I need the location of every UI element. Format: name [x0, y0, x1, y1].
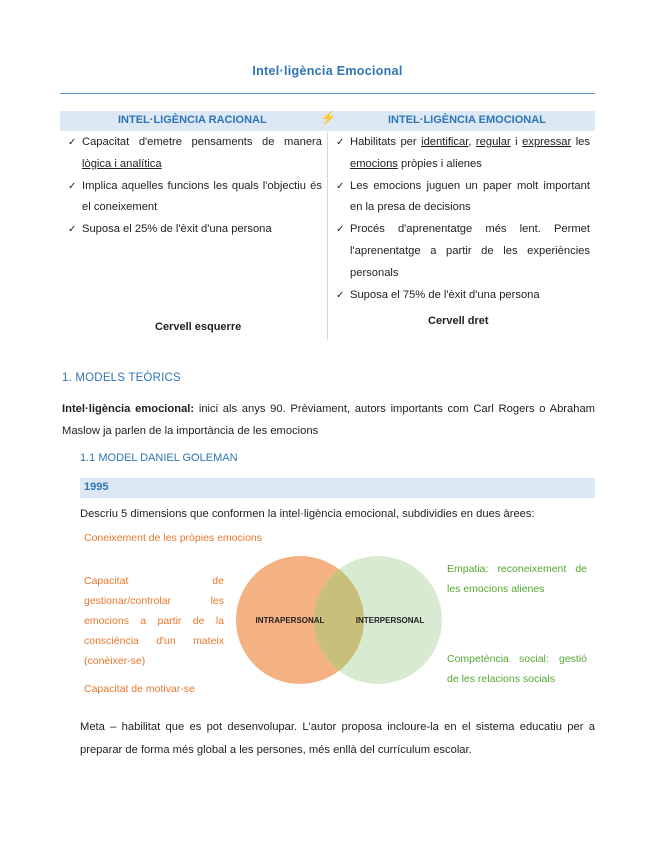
- year-bar: [80, 478, 595, 498]
- emotional-list: [332, 132, 590, 306]
- page-title: Intel·ligència Emocional: [252, 64, 403, 78]
- lightning-icon: ⚡: [320, 110, 337, 125]
- title-divider: [60, 93, 595, 94]
- header-emotional: INTEL·LIGÈNCIA EMOCIONAL: [388, 114, 546, 126]
- subsection-heading: 1.1 MODEL DANIEL GOLEMAN: [80, 452, 238, 464]
- intrapersonal-label: INTRAPERSONAL: [255, 616, 325, 625]
- left-brain-label: Cervell esquerre: [155, 321, 242, 333]
- list-item: ✓ Habilitats per identificar, regular i expressar les emocions pròpies i alienes: [332, 132, 590, 176]
- inter-item-empathy: Empatia: reconeixement de les emocions alienes: [447, 563, 587, 595]
- intra-item-self-regulation: Capacitat de gestionar/controlar les emocions a partir de la consciència d'un mateix (conèixer-se): [84, 575, 224, 667]
- model-description: Descriu 5 dimensions que conformen la intel·ligència emocional, subdividies en dues àrees:: [80, 508, 535, 520]
- list-item: ✓ Les emocions juguen un paper molt important en la presa de decisions: [332, 176, 590, 220]
- rational-list: [64, 132, 322, 241]
- meta-paragraph: Meta – habilitat que es pot desenvolupar. L'autor proposa incloure-la en el sistema educatiu per a preparar de forma més global a les persones, més enllà del currículum escolar.: [80, 721, 595, 756]
- interpersonal-label: INTERPERSONAL: [355, 616, 425, 625]
- list-item: ✓ Procés d'aprenentatge més lent. Permet l'aprenentatge a partir de les experiències personals: [332, 219, 590, 284]
- header-rational: INTEL·LIGÈNCIA RACIONAL: [118, 114, 267, 126]
- intro-paragraph: Intel·ligència emocional: inici als anys 90. Prèviament, autors importants com Carl Rogers o Abraham Maslow ja parlen de la importància de les emocions: [62, 403, 596, 437]
- list-item: ✓ Suposa el 75% de l'èxit d'una persona: [332, 285, 590, 307]
- venn-diagram: [235, 555, 445, 685]
- section-heading: 1. MODELS TEÒRICS: [62, 372, 181, 384]
- list-item: ✓ Suposa el 25% de l'èxit d'una persona: [64, 219, 322, 241]
- list-item: ✓ Implica aquelles funcions les quals l'objectiu és el coneixement: [64, 176, 322, 220]
- year-label: 1995: [84, 481, 109, 493]
- right-brain-label: Cervell dret: [428, 315, 489, 327]
- intra-item-self-knowledge: Coneixement de les pròpies emocions: [84, 532, 263, 544]
- inter-item-social-competence: Competència social: gestió de les relacions socials: [447, 653, 587, 685]
- list-item: ✓ Capacitat d'emetre pensaments de manera lògica i analítica: [64, 132, 322, 176]
- intra-item-motivation: Capacitat de motivar-se: [84, 683, 195, 695]
- table-column-divider: [327, 132, 328, 340]
